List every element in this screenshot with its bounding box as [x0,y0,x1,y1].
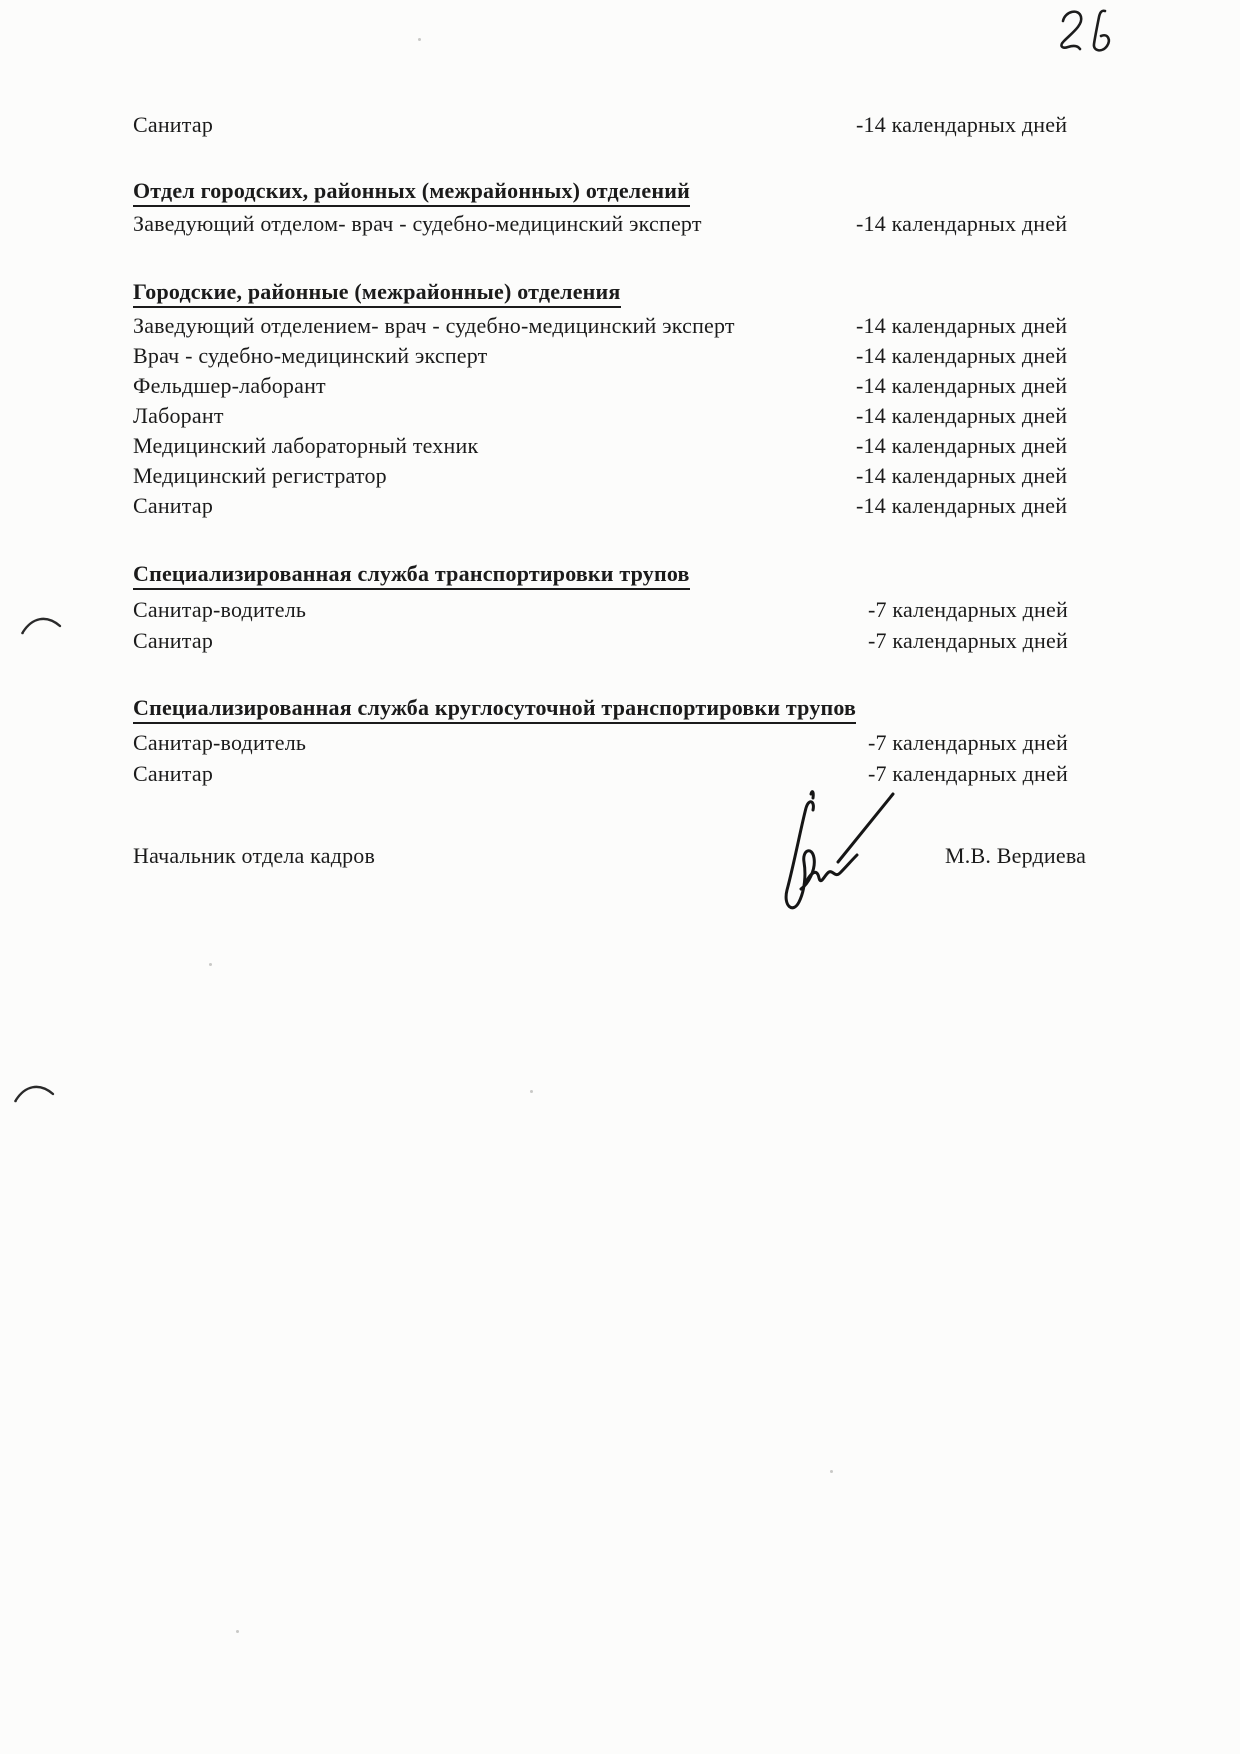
position-label: Медицинский лабораторный техник [133,433,479,458]
vacation-days-value: -7 календарных дней [868,597,1068,622]
vacation-days-value: -14 календарных дней [856,313,1068,338]
table-row [0,373,1240,401]
signoff-name: М.В. Вердиева [945,843,1087,868]
scan-speck [209,963,212,966]
vacation-days-value: -14 календарных дней [856,493,1068,518]
vacation-days-value: -7 календарных дней [868,761,1068,786]
scan-speck [530,1090,533,1093]
position-label: Врач - судебно-медицинский эксперт [133,343,488,368]
vacation-days-value: -7 календарных дней [868,730,1068,755]
scan-speck [418,38,421,41]
vacation-days-value: -14 календарных дней [856,112,1068,137]
section-heading: Отдел городских, районных (межрайонных) отделений [133,178,690,207]
signoff-row [0,843,1240,871]
section-heading: Городские, районные (межрайонные) отделения [133,279,621,308]
scan-speck [830,1470,833,1473]
position-label: Санитар [133,761,214,786]
signature-scribble-icon [752,786,902,921]
table-row [0,403,1240,431]
signoff-title: Начальник отдела кадров [133,843,376,868]
vacation-days-value: -7 календарных дней [868,628,1068,653]
vacation-days-value: -14 календарных дней [856,433,1068,458]
position-label: Санитар [133,493,214,518]
position-label: Заведующий отделом- врач - судебно-медицинский эксперт [133,211,702,236]
table-row [0,493,1240,521]
position-label: Лаборант [133,403,224,428]
table-row [0,112,1240,140]
table-row [0,463,1240,491]
section-heading: Специализированная служба транспортировки трупов [133,561,690,590]
table-row [0,730,1240,758]
table-row [0,343,1240,371]
position-label: Санитар [133,628,214,653]
position-label: Фельдшер-лаборант [133,373,326,398]
table-row [0,628,1240,656]
vacation-days-value: -14 календарных дней [856,343,1068,368]
vacation-days-value: -14 календарных дней [856,403,1068,428]
position-label: Санитар [133,112,214,137]
vacation-days-value: -14 календарных дней [856,373,1068,398]
section-heading: Специализированная служба круглосуточной транспортировки трупов [133,695,856,724]
table-row [0,597,1240,625]
vacation-days-value: -14 календарных дней [856,463,1068,488]
position-label: Санитар-водитель [133,730,307,755]
scan-speck [236,1630,239,1633]
table-row [0,433,1240,461]
position-label: Санитар-водитель [133,597,307,622]
table-row [0,761,1240,789]
margin-pen-mark-icon [13,1078,57,1108]
vacation-days-value: -14 календарных дней [856,211,1068,236]
position-label: Заведующий отделением- врач - судебно-медицинский эксперт [133,313,735,338]
handwritten-page-number-icon [1055,6,1121,58]
table-row [0,313,1240,341]
position-label: Медицинский регистратор [133,463,387,488]
table-row [0,211,1240,239]
margin-pen-mark-icon [20,610,64,640]
